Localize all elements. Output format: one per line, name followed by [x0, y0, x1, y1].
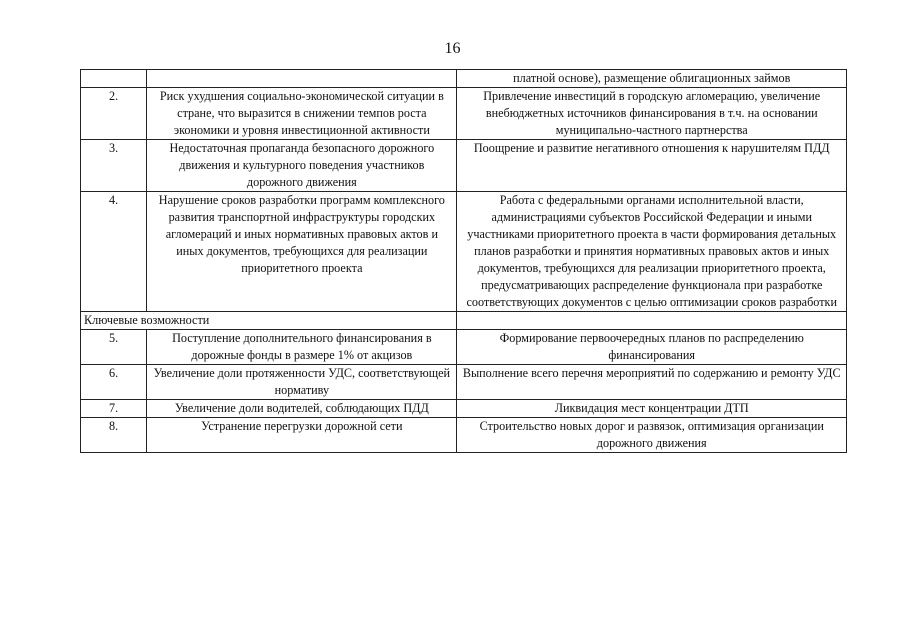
risk-cell: [147, 70, 457, 88]
table-row: [81, 192, 847, 312]
table-row: [81, 365, 847, 400]
page-number: 16: [444, 40, 461, 57]
row-number: 4.: [81, 192, 147, 312]
measure-cell: Строительство новых дорог и развязок, оптимизация организации дорожного движения: [457, 418, 847, 453]
risk-cell: Риск ухудшения социально-экономической ситуации в стране, что выразится в снижении темпов роста экономики и уровня инвестиционной активности: [147, 88, 457, 140]
row-number: [81, 70, 147, 88]
measure-cell: Выполнение всего перечня мероприятий по содержанию и ремонту УДС: [457, 365, 847, 400]
risk-cell: Устранение перегрузки дорожной сети: [147, 418, 457, 453]
measure-cell: Привлечение инвестиций в городскую агломерацию, увеличение внебюджетных источников финансирования в т.ч. на основании муниципально-частного партнерства: [457, 88, 847, 140]
table-row: [81, 140, 847, 192]
row-number: 3.: [81, 140, 147, 192]
risk-cell: Нарушение сроков разработки программ комплексного развития транспортной инфраструктуры городских агломераций и иных нормативных правовых актов и иных документов, требующихся для реализации приоритетного проекта: [147, 192, 457, 312]
table-row: [81, 88, 847, 140]
measure-cell: Формирование первоочередных планов по распределению финансирования: [457, 330, 847, 365]
measure-cell: платной основе), размещение облигационных займов: [457, 70, 847, 88]
empty-cell: [457, 312, 847, 330]
table-row: [81, 400, 847, 418]
table-row: [81, 70, 847, 88]
row-number: 7.: [81, 400, 147, 418]
measure-cell: Ликвидация мест концентрации ДТП: [457, 400, 847, 418]
risk-measures-table: [80, 69, 847, 453]
row-number: 8.: [81, 418, 147, 453]
section-title: Ключевые возможности: [81, 312, 457, 330]
risk-cell: Недостаточная пропаганда безопасного дорожного движения и культурного поведения участников дорожного движения: [147, 140, 457, 192]
row-number: 5.: [81, 330, 147, 365]
table-row: [81, 418, 847, 453]
measure-cell: Работа с федеральными органами исполнительной власти, администрациями субъектов Российской Федерации и иными участниками приоритетного проекта в части формирования детальных планов разработки и принятия нормативных правовых актов и иных документов, требующихся для реализации приоритетного проекта, предусматривающих распределение функционала при разработке соответствующих документов с целью оптимизации сроков разработки: [457, 192, 847, 312]
section-row: [81, 312, 847, 330]
row-number: 6.: [81, 365, 147, 400]
row-number: 2.: [81, 88, 147, 140]
risk-cell: Увеличение доли водителей, соблюдающих ПДД: [147, 400, 457, 418]
table-row: [81, 330, 847, 365]
risk-cell: Поступление дополнительного финансирования в дорожные фонды в размере 1% от акцизов: [147, 330, 457, 365]
measure-cell: Поощрение и развитие негативного отношения к нарушителям ПДД: [457, 140, 847, 192]
risk-cell: Увеличение доли протяженности УДС, соответствующей нормативу: [147, 365, 457, 400]
